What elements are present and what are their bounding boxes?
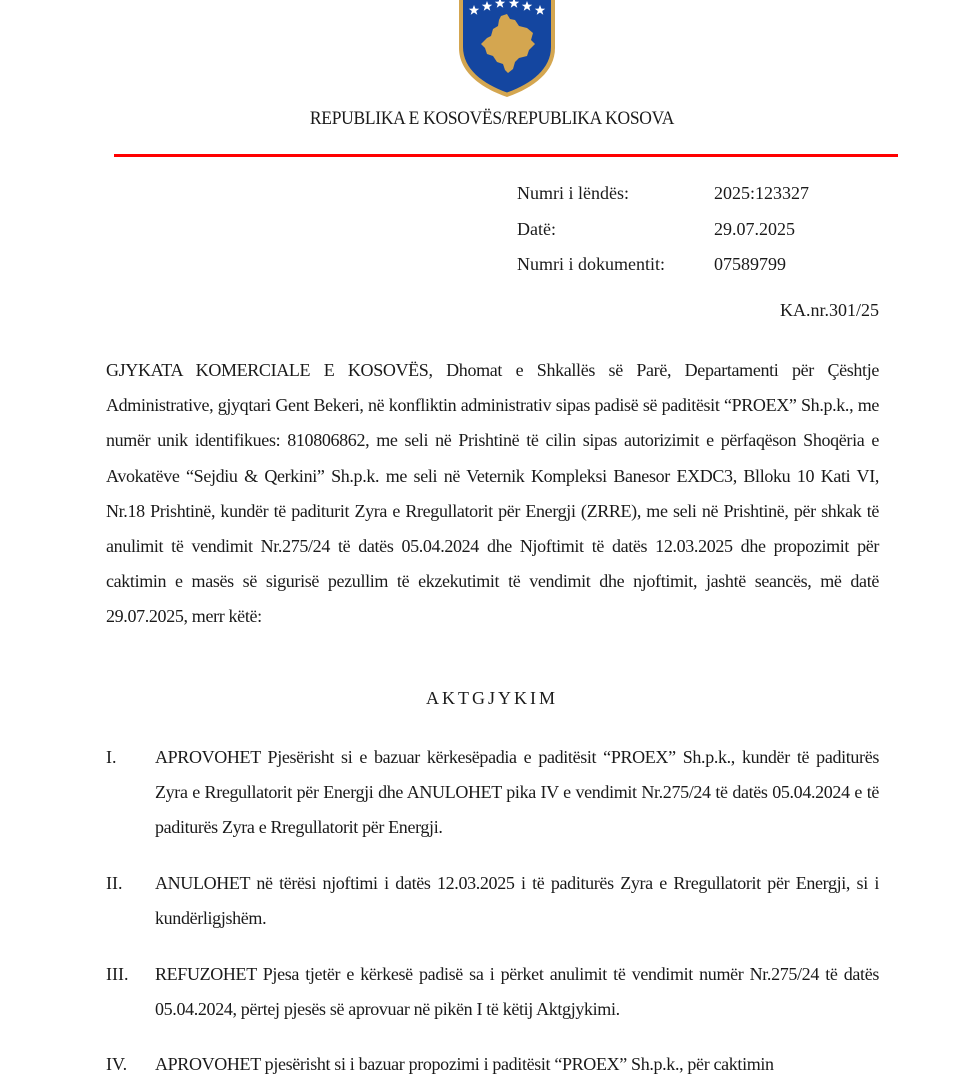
header-divider xyxy=(114,154,898,157)
ruling-numeral: I. xyxy=(106,747,117,767)
republic-title: REPUBLIKA E KOSOVËS/REPUBLIKA KOSOVA xyxy=(309,108,675,129)
ruling-numeral: III. xyxy=(106,964,129,984)
ruling-item xyxy=(106,957,879,1027)
date-value: 29.07.2025 xyxy=(714,218,795,239)
judgment-title: AKTGJYKIM xyxy=(426,688,558,708)
ruling-item xyxy=(106,1047,879,1082)
document-number-label: Numri i dokumentit: xyxy=(517,254,665,275)
ruling-numeral: IV. xyxy=(106,1054,128,1074)
date-label: Datë: xyxy=(517,218,556,239)
ruling-item xyxy=(106,740,879,846)
case-number-value: 2025:123327 xyxy=(714,183,810,204)
case-number-label: Numri i lëndës: xyxy=(517,183,629,204)
ruling-item xyxy=(106,866,879,936)
ruling-numeral: II. xyxy=(106,873,123,893)
kosovo-coat-of-arms-icon xyxy=(457,0,557,98)
intro-paragraph: GJYKATA KOMERCIALE E KOSOVËS, Dhomat e Shkallës së Parë, Departamenti për Çështje Administrative, gjyqtari Gent Bekeri, në konfliktin administrativ sipas padisë së paditësit “PROEX” Sh.p.k., me numër unik identifikues: 810806862, me seli në Prishtinë të cilin sipas autorizimit e përfaqëson Shoqëria e Avokatëve “Sejdiu & Qerkini” Sh.p.k. me seli në Veternik Kompleksi Banesor EXDC3, Blloku 10 Kati VI, Nr.18 Prishtinë, kundër të paditurit Zyra e Rregullatorit për Energji (ZRRE), me seli në Prishtinë, për shkak të anulimit të vendimit Nr.275/24 të datës 05.04.2024 dhe Njoftimit të datës 12.03.2025 dhe propozimit për caktimin e masës së sigurisë pezullim të ekzekutimit të vendimit dhe njoftimit, jashtë seancës, më datë 29.07.2025, merr këtë: xyxy=(106,360,879,627)
ruling-text: REFUZOHET Pjesa tjetër e kërkesë padisë sa i përket anulimit të vendimit numër Nr.275/24 të datës 05.04.2024, përtej pjesës së aprovuar në pikën I të këtij Aktgjykimi. xyxy=(155,964,879,1020)
ruling-text: APROVOHET pjesërisht si i bazuar propozimi i paditësit “PROEX” Sh.p.k., për caktimin xyxy=(155,1054,774,1074)
document-number-value: 07589799 xyxy=(714,254,786,275)
case-reference: KA.nr.301/25 xyxy=(780,300,879,320)
case-metadata xyxy=(517,176,809,283)
ruling-text: APROVOHET Pjesërisht si e bazuar kërkesëpadia e paditësit “PROEX” Sh.p.k., kundër të paditurës Zyra e Rregullatorit për Energji dhe ANULOHET pika IV e vendimit Nr.275/24 të datës 05.04.2024 e të paditurës Zyra e Rregullatorit për Energji. xyxy=(155,747,879,838)
meta-row-case-number xyxy=(517,176,809,212)
meta-row-document-number xyxy=(517,247,809,283)
ruling-text: ANULOHET në tërësi njoftimi i datës 12.03.2025 i të paditurës Zyra e Rregullatorit për Energji, si i kundërligjshëm. xyxy=(155,873,879,929)
meta-row-date xyxy=(517,212,809,248)
